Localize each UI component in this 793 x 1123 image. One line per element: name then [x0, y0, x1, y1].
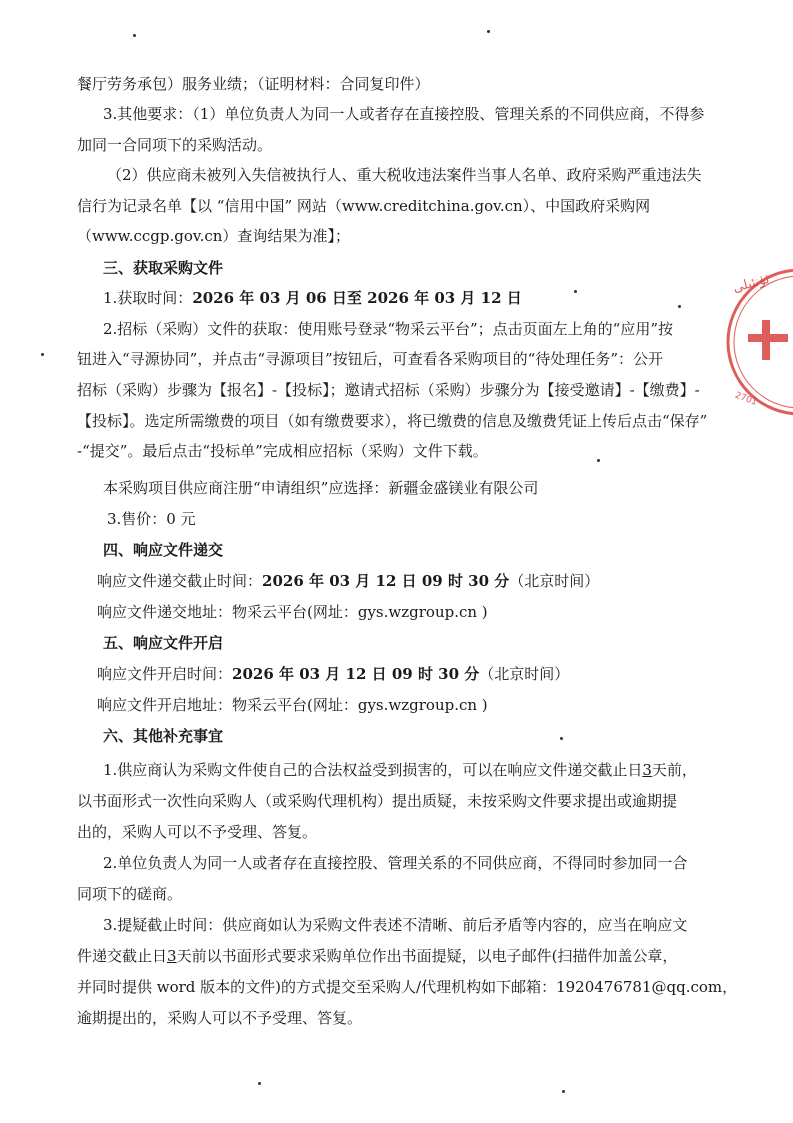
paragraph: 逾期提出的，采购人可以不予受理、答复。 — [77, 1009, 363, 1027]
scan-speck — [487, 30, 490, 33]
paragraph: 餐厅劳务承包）服务业绩；（证明材料：合同复印件） — [77, 75, 430, 93]
paragraph: 同项下的磋商。 — [77, 885, 183, 903]
section-heading: 六、其他补充事宜 — [103, 727, 224, 745]
paragraph: 3.其他要求：（1）单位负责人为同一人或者存在直接控股、管理关系的不同供应商，不得参 — [103, 105, 705, 123]
text-run: 1.供应商认为采购文件使自己的合法权益受到损害的，可以在响应文件递交截止日 — [103, 761, 643, 779]
paragraph: 2.单位负责人为同一人或者存在直接控股、管理关系的不同供应商，不得同时参加同一合 — [103, 854, 688, 872]
scan-speck — [560, 737, 563, 740]
stamp-text-top: ئۈنئىلى — [731, 271, 771, 296]
paragraph: 并同时提供 word 版本的文件)的方式提交至采购人/代理机构如下邮箱：1920476781@qq.com， — [77, 978, 738, 996]
paragraph: 【投标】。选定所需缴费的项目（如有缴费要求），将已缴费的信息及缴费凭证上传后点击“保存” — [77, 412, 708, 430]
paragraph: 3.售价：0 元 — [107, 510, 196, 528]
underlined-number: 3 — [642, 761, 652, 779]
deadline-time: 2026 年 03 月 12 日 09 时 30 分 — [262, 572, 510, 590]
paragraph: （2）供应商未被列入失信被执行人、重大税收违法案件当事人名单、政府采购严重违法失 — [107, 166, 702, 184]
paragraph: -“提交”。最后点击“投标单”完成相应招标（采购）文件下载。 — [77, 442, 488, 460]
section-heading: 三、获取采购文件 — [103, 259, 224, 277]
paragraph: 响应文件递交地址：物采云平台(网址：gys.wzgroup.cn ) — [97, 603, 488, 621]
field-label: 响应文件递交截止时间： — [97, 572, 263, 590]
paragraph: 2.招标（采购）文件的获取：使用账号登录“物采云平台”；点击页面左上角的“应用”按 — [103, 320, 673, 338]
paragraph — [103, 760, 697, 780]
paragraph — [103, 288, 522, 308]
official-stamp — [722, 262, 793, 422]
paragraph: 信行为记录名单【以 “信用中国” 网站（www.creditchina.gov.cn）、中国政府采购网 — [77, 197, 651, 215]
paragraph: 招标（采购）步骤为【报名】-【投标】；邀请式招标（采购）步骤分为【接受邀请】-【缴费】- — [77, 381, 700, 399]
scan-speck — [258, 1082, 261, 1085]
date-range: 2026 年 03 月 06 日至 2026 年 03 月 12 日 — [192, 289, 522, 307]
field-label: 响应文件开启时间： — [97, 665, 233, 683]
section-heading: 四、响应文件递交 — [103, 541, 224, 559]
paragraph: 本采购项目供应商注册“申请组织”应选择：新疆金盛镁业有限公司 — [103, 479, 539, 497]
underlined-number: 3 — [167, 947, 177, 965]
stamp-mark — [748, 334, 788, 342]
text-run: 天前以书面形式要求采购单位作出书面提疑，以电子邮件(扫描件加盖公章， — [176, 947, 678, 965]
timezone-note: （北京时间） — [479, 665, 570, 683]
paragraph: 钮进入“寻源协同”，并点击“寻源项目”按钮后，可查看各采购项目的“待处理任务”：公开 — [77, 350, 664, 368]
scan-speck — [133, 34, 136, 37]
timezone-note: （北京时间） — [509, 572, 600, 590]
paragraph: 以书面形式一次性向采购人（或采购代理机构）提出质疑，未按采购文件要求提出或逾期提 — [77, 792, 678, 810]
paragraph: 响应文件开启地址：物采云平台(网址：gys.wzgroup.cn ) — [97, 696, 488, 714]
paragraph — [77, 946, 677, 966]
paragraph: 加同一合同项下的采购活动。 — [77, 136, 273, 154]
field-label: 1.获取时间： — [103, 289, 193, 307]
paragraph: 出的，采购人可以不予受理、答复。 — [77, 823, 318, 841]
paragraph: 3.提疑截止时间：供应商如认为采购文件表述不清晰、前后矛盾等内容的，应当在响应文 — [103, 916, 688, 934]
text-run: 件递交截止日 — [77, 947, 168, 965]
section-heading: 五、响应文件开启 — [103, 634, 224, 652]
paragraph — [97, 571, 599, 591]
scan-speck — [574, 290, 577, 293]
scan-speck — [41, 353, 44, 356]
text-run: 天前， — [651, 761, 697, 779]
stamp-text-bottom: 2701 — [733, 390, 759, 408]
scan-speck — [562, 1090, 565, 1093]
opening-time: 2026 年 03 月 12 日 09 时 30 分 — [232, 665, 480, 683]
paragraph — [97, 664, 569, 684]
scan-speck — [597, 459, 600, 462]
paragraph: （www.ccgp.gov.cn）查询结果为准】； — [77, 227, 350, 245]
scan-speck — [678, 305, 681, 308]
